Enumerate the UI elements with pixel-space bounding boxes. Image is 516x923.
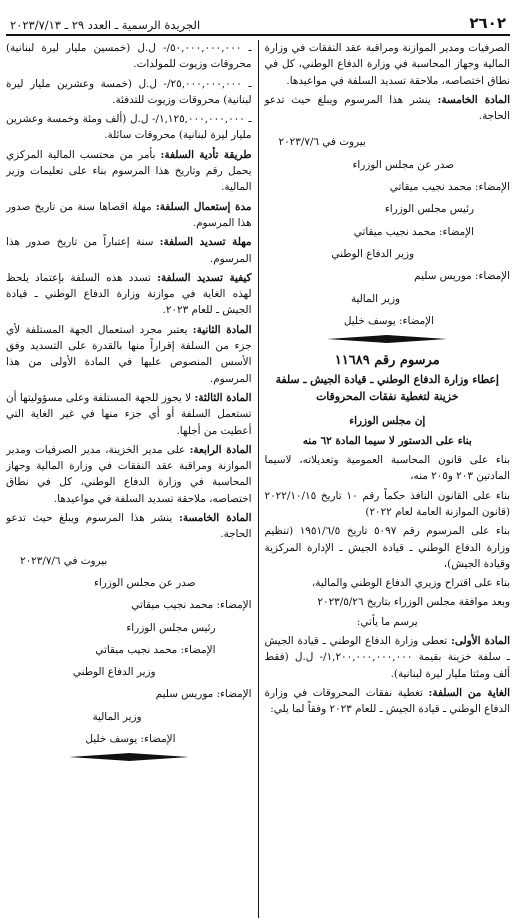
article-label: المادة الخامسة: <box>179 512 252 525</box>
article-3 <box>6 390 252 439</box>
decree-title: مرسوم رقم ١١٦٨٩ <box>334 353 440 369</box>
article-2 <box>6 322 252 387</box>
payment-method <box>6 147 252 196</box>
field-text: سنة إعتباراً من تاريخ صدور هذا المرسوم. <box>6 236 252 265</box>
article-label: المادة الخامسة: <box>437 93 510 106</box>
usage-period <box>6 199 252 232</box>
field-text: بأمر من محتسب المالية المركزي يحمل رقم وتاريخ هذا المرسوم بناء على تعليمات وزير المالية. <box>6 148 252 194</box>
article-5 <box>265 92 511 125</box>
list-item: ـ ٢٥,٠٠٠,٠٠٠,٠٠٠/- ل.ل (خمسة وعشرين مليار ليرة لبنانية) محروقات وزيوت للتدفئة. <box>6 77 252 106</box>
left-column <box>6 40 258 918</box>
constitution-basis: بناء على الدستور لا سيما المادة ٦٢ منه <box>302 434 472 447</box>
pm-title: رئيس مجلس الوزراء <box>126 621 216 634</box>
signature: الإمضاء: يوسف خليل <box>85 732 176 745</box>
field-label: طريقة تأدية السلفة: <box>160 148 252 161</box>
signature: الإمضاء: موريس سليم <box>155 688 252 701</box>
signature: الإمضاء: يوسف خليل <box>343 314 434 327</box>
page-header <box>6 6 510 36</box>
article-text: تعطى وزارة الدفاع الوطني ـ قيادة الجيش ـ سلفة خزينة بقيمة ١,٢٠٠,٠٠٠,٠٠٠,٠٠٠/- ل.ل (فقط ألف ومئتا مليار ليرة لبنانية). <box>264 635 510 680</box>
list-item: ـ ٥٠,٠٠٠,٠٠٠,٠٠٠/- ل.ل (خمسين مليار ليرة لبنانية) محروقات وزيوت للمولدات. <box>6 42 252 71</box>
place-date: بيروت في ٢٠٢٣/٧/٦ <box>278 136 366 149</box>
page-number: ٢٦٠٢ <box>469 14 506 32</box>
purpose-text: تغطية نفقات المحروقات في وزارة الدفاع الوطني ـ قيادة الجيش ـ للعام ٢٠٢٣ وفقاً لما يلي: <box>264 686 510 716</box>
issued-by: صدر عن مجلس الوزراء <box>93 576 196 589</box>
article-text: لا يجوز للجهة المستلفة وعلى مسؤوليتها أن تستعمل السلفة أو أي جزء منها في غير الغاية التي أعطيت من أجلها. <box>6 391 252 437</box>
signature: الإمضاء: محمد نجيب ميقاتي <box>131 599 252 612</box>
defense-minister-title: وزير الدفاع الوطني <box>72 666 156 679</box>
field-text: مهلة اقصاها سنة من تاريخ صدور هذا المرسوم. <box>6 200 252 229</box>
right-column <box>258 40 511 918</box>
article-text: ينشر هذا المرسوم ويبلغ حيث تدعو الحاجة. <box>264 93 510 123</box>
basis-item: وبعد موافقة مجلس الوزراء بتاريخ ٢٠٢٣/٥/٢٦ <box>317 596 510 609</box>
basis-item: بناء على اقتراح وزيري الدفاع الوطني والمالية، <box>311 577 510 590</box>
field-label: مهلة تسديد السلفة: <box>159 236 252 249</box>
basis-item: بناء على القانون النافذ حكماً رقم ١٠ تاريخ ٢٠٢٢/١٠/١٥ (قانون الموازنة العامة لعام ٢٠٢٢) <box>264 489 510 518</box>
columns <box>6 40 510 918</box>
article-4 <box>6 442 252 507</box>
signature: الإمضاء: موريس سليم <box>414 270 510 283</box>
basis-item: بناء على المرسوم رقم ٥٠٩٧ تاريخ ١٩٥١/٦/٥ (تنظيم وزارة الدفاع الوطني ـ قيادة الجيش ـ الإدارة المركزية وقيادة الجيش)، <box>264 525 510 570</box>
defense-minister-title: وزير الدفاع الوطني <box>331 247 414 260</box>
purpose-label: الغاية من السلفة: <box>428 686 510 699</box>
article-text: ينشر هذا المرسوم ويبلغ حيث تدعو الحاجة. <box>6 512 252 541</box>
signature: الإمضاء: محمد نجيب ميقاتي <box>95 643 216 656</box>
article-text: على مدير الخزينة، مدير الصرفيات ومدير الموازنة ومراقبة عقد النفقات في وزارة المالية وجهاز المحاسبة في وزارة الدفاع الوطني، كل في نطاق اختصاصه، ملاحقة تسديد السلفة في مواعيدها. <box>6 443 252 505</box>
issue-line: الجريدة الرسمية ـ العدد ٢٩ ـ ٢٠٢٣/٧/١٣ <box>10 18 201 32</box>
finance-minister-title: وزير المالية <box>350 292 400 305</box>
article-label: المادة الرابعة: <box>189 443 252 456</box>
place-date: بيروت في ٢٠٢٣/٧/٦ <box>20 554 108 567</box>
purpose <box>265 685 511 718</box>
field-label: مدة إستعمال السلفة: <box>155 200 252 213</box>
ornament-divider <box>6 753 252 761</box>
repay-deadline <box>6 234 252 267</box>
finance-minister-title: وزير المالية <box>92 710 142 723</box>
field-text: تسدد هذه السلفة بإعتماد يلحظ لهذه الغاية في موازنة وزارة الدفاع الوطني ـ قيادة الجيش ـ للعام ٢٠٢٣. <box>6 271 252 317</box>
repay-method <box>6 270 252 319</box>
ornament-divider <box>265 335 511 343</box>
paragraph: الصرفيات ومدير الموازنة ومراقبة عقد النفقات في وزارة المالية وجهاز المحاسبة في وزارة الدفاع الوطني، كل في نطاق اختصاصه، ملاحقة تسديد السلفة في مواعيدها. <box>264 42 510 87</box>
basis-item: بناء على قانون المحاسبة العمومية وتعديلاته، لاسيما المادتين ٢٠٣ و٢٠٥ منه، <box>264 454 510 483</box>
article-1 <box>265 633 511 682</box>
issued-by: صدر عن مجلس الوزراء <box>352 158 454 171</box>
decrees-line: يرسم ما يأتي: <box>356 615 418 628</box>
pm-title: رئيس مجلس الوزراء <box>384 203 474 216</box>
signature: الإمضاء: محمد نجيب ميقاتي <box>353 225 474 238</box>
signature: الإمضاء: محمد نجيب ميقاتي <box>389 181 510 194</box>
decree-subject: إعطاء وزارة الدفاع الوطني ـ قيادة الجيش ـ سلفة خزينة لتغطية نفقات المحروقات <box>275 373 499 404</box>
field-label: كيفية تسديد السلفة: <box>157 271 252 284</box>
list-item: ـ ١,١٢٥,٠٠٠,٠٠٠,٠٠٠/- ل.ل (ألف ومئة وخمسة وعشرين مليار ليرة لبنانية) محروقات سائلة. <box>6 113 252 142</box>
article-label: المادة الثانية: <box>192 323 252 336</box>
article-5 <box>6 510 252 543</box>
council-heading: إن مجلس الوزراء <box>349 415 426 428</box>
article-text: يعتبر مجرد استعمال الجهة المستلفة لأي جزء من السلفة إقراراً منها بالقدرة على التسديد وفق الأسس المنصوص عليها في المادة الأولى من هذا المرسوم. <box>6 323 252 385</box>
article-label: المادة الثالثة: <box>194 391 252 404</box>
article-label: المادة الأولى: <box>451 635 510 648</box>
